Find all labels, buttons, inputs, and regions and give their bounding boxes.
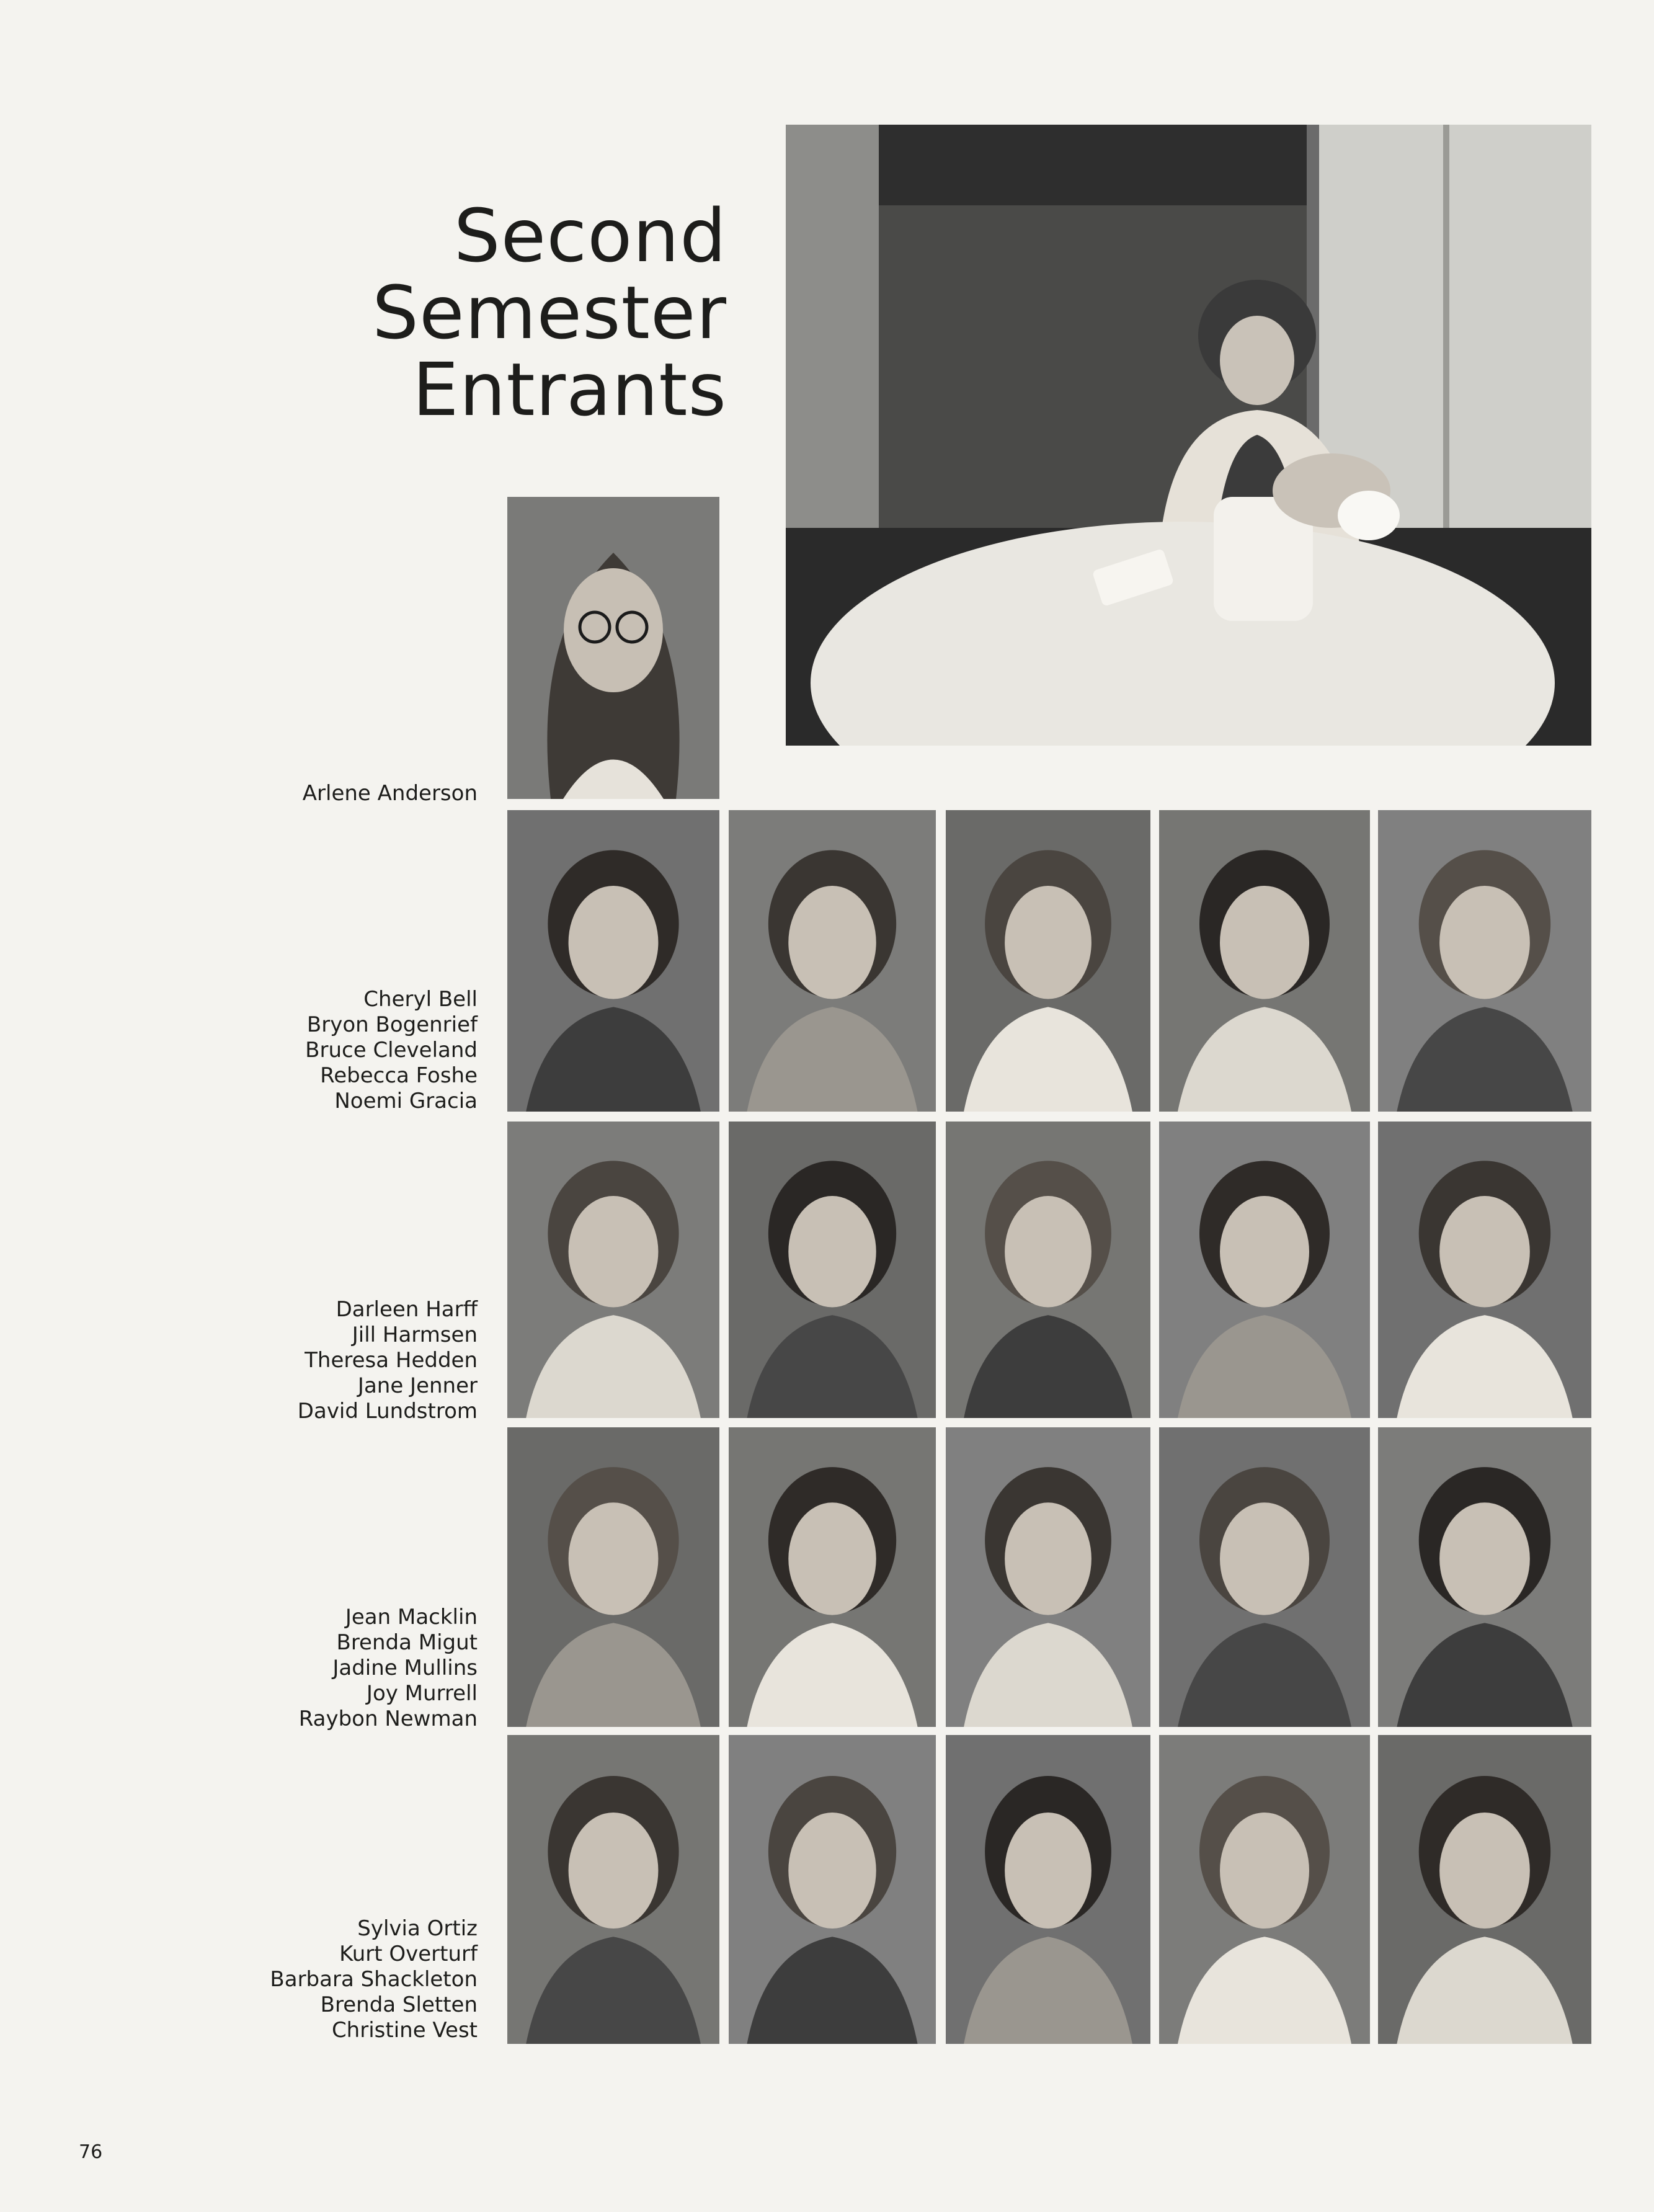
title-line-2: Semester [372,270,727,355]
title-line-3: Entrants [412,347,727,432]
student-portrait [1378,1122,1591,1418]
featured-caption [105,781,478,806]
portrait-arlene-anderson [507,497,719,799]
student-name: Brenda Migut [336,1630,478,1655]
student-portrait [507,1122,719,1418]
student-name: Darleen Harff [336,1297,478,1322]
student-name: Theresa Hedden [305,1348,478,1373]
student-portrait [1378,1735,1591,2044]
student-portrait [1159,1735,1370,2044]
student-portrait [1159,810,1370,1112]
student-name: Jadine Mullins [332,1656,478,1680]
student-name: Raybon Newman [298,1706,478,1731]
student-name: Arlene Anderson [302,781,478,806]
student-name: Bryon Bogenrief [306,1012,478,1037]
student-name: Brenda Sletten [320,1992,478,2017]
row-1-names [105,987,478,1114]
page-number: 76 [79,2141,103,2163]
student-portrait [729,1735,936,2044]
student-portrait [946,1427,1150,1727]
student-portrait [1378,810,1591,1112]
student-portrait [507,1735,719,2044]
student-name: Kurt Overturf [339,1942,478,1966]
student-name: Jean Macklin [345,1605,478,1630]
page-title [293,193,727,432]
candid-photo-illustration [786,125,1591,746]
student-name: Sylvia Ortiz [357,1916,478,1941]
student-portrait [729,810,936,1112]
student-name: Jane Jenner [357,1373,478,1398]
student-name: Bruce Cleveland [305,1038,478,1063]
student-portrait [729,1122,936,1418]
portrait-illustration [507,497,719,799]
student-portrait [507,810,719,1112]
row-2-names [105,1297,478,1424]
student-name: Jill Harmsen [352,1322,478,1347]
student-name: Cheryl Bell [363,987,478,1012]
student-name: Rebecca Foshe [320,1063,478,1088]
student-name: Barbara Shackleton [270,1967,478,1992]
student-name: Noemi Gracia [334,1089,478,1113]
student-portrait [1159,1427,1370,1727]
student-portrait [1159,1122,1370,1418]
title-line-1: Second [453,193,727,279]
student-name: Christine Vest [331,2018,478,2043]
candid-photo [786,125,1591,746]
student-portrait [946,1122,1150,1418]
row-3-names [105,1605,478,1732]
student-portrait [1378,1427,1591,1727]
student-name: Joy Murrell [366,1681,478,1706]
student-name: David Lundstrom [297,1399,478,1424]
student-portrait [729,1427,936,1727]
student-portrait [507,1427,719,1727]
student-portrait [946,810,1150,1112]
student-portrait [946,1735,1150,2044]
row-4-names [105,1916,478,2043]
